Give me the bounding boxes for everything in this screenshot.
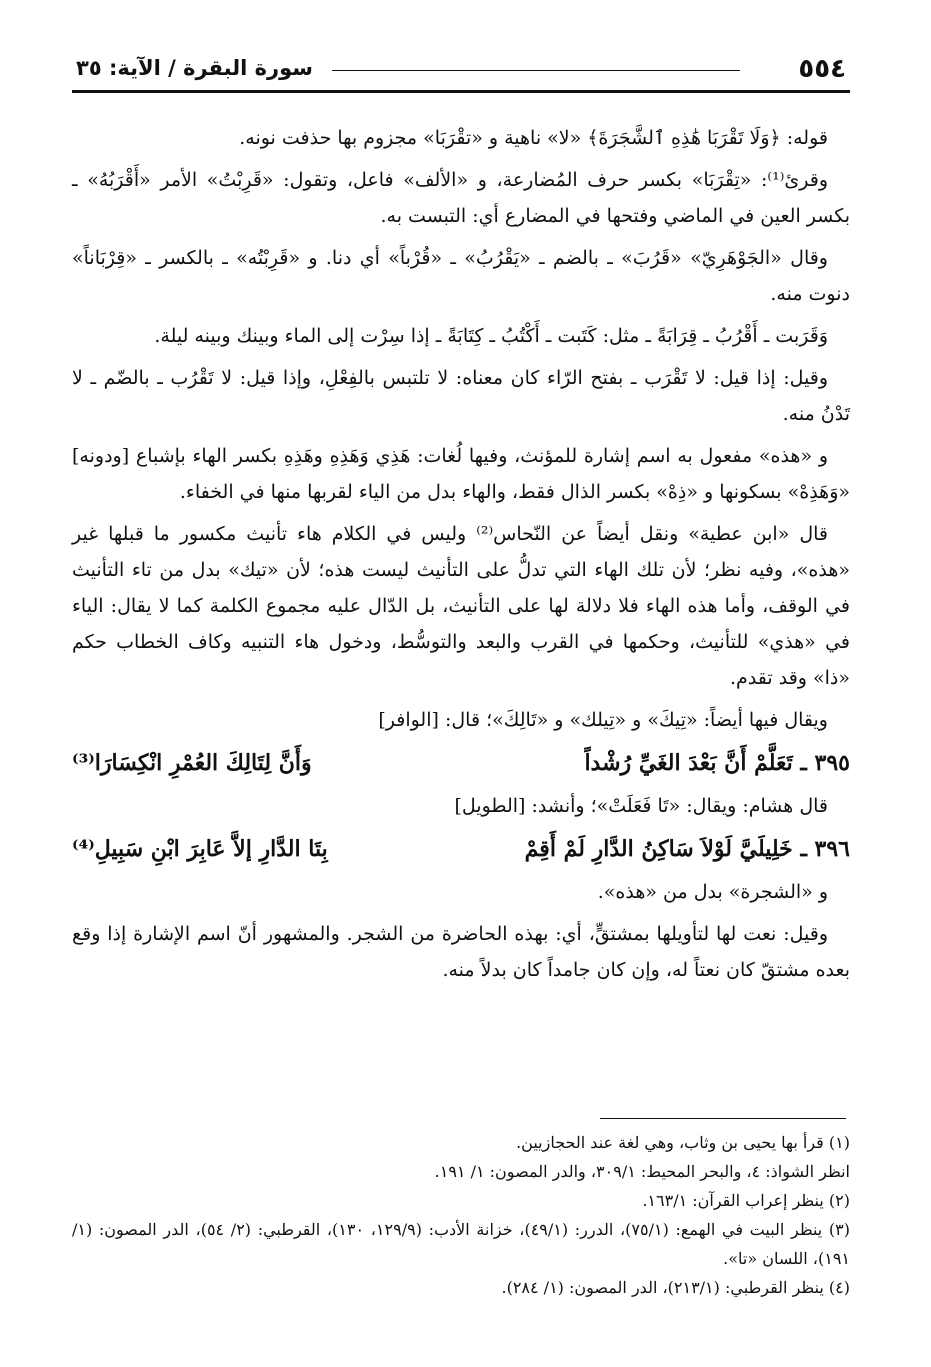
verse-second-hemistich: وَأَنَّ لِتَالِكَ العُمْرِ انْكِسَارَا⁽³⁾ xyxy=(72,750,312,776)
verse-first-hemistich: ٣٩٥ ـ تَعَلَّمْ أَنَّ بَعْدَ الغَيِّ رُشْداً xyxy=(584,750,850,776)
paragraph: و «الشجرة» بدل من «هذه». xyxy=(597,881,828,903)
main-text xyxy=(72,120,850,994)
footnote: (١) قرأ بها يحيى بن وثاب، وهي لغة عند الحجازيين. xyxy=(516,1133,850,1152)
poetry-verse xyxy=(72,744,850,782)
verse-first-hemistich: ٣٩٦ ـ خَلِيلَيَّ لَوْلاَ سَاكِنُ الدَّارِ لَمْ أَقِمْ xyxy=(524,836,850,862)
paragraph: وقال «الجَوْهَرِيّ» «قَرُبَ» ـ بالضم ـ «يَقْرُبُ» ـ «قُرْباً» أي دنا. و «قَرِبْتُه» ـ بالكسر ـ «قِرْبَاناً» دنوت منه. xyxy=(72,247,850,305)
paragraph: وقرئ⁽¹⁾: «تِقْرَبَا» بكسر حرف المُضارعة، و «الألف» فاعل، وتقول: «قَرِبْتُ» الأمر «أَقْرَبُهُ» ـ بكسر العين في الماضي وفتحها في المضارع أي: التبست به. xyxy=(72,169,850,227)
paragraph: ويقال فيها أيضاً: «تِيكَ» و «تِيلك» و «تَالِكَ»؛ قال: [الوافر] xyxy=(378,709,828,731)
footnote-continuation: انظر الشواذ: ٤، والبحر المحيط: ٣٠٩/١، والدر المصون: ١/ ١٩١. xyxy=(434,1162,850,1181)
paragraph: قال هشام: ويقال: «تَا فَعَلَتْ»؛ وأنشد: [الطويل] xyxy=(454,795,828,817)
paragraph: قال «ابن عطية» ونقل أيضاً عن النّحاس⁽²⁾ وليس في الكلام هاء تأنيث مكسور ما قبلها غير «هذه»، وفيه نظر؛ لأن تلك الهاء التي تدلُّ على التأنيث ليست هذه؛ لأن «تيك» بدل من تاء التأنيث في الوقف، وأما هذه الهاء فلا دلالة لها على التأنيث، بل الدّال عليه مجموع الكلمة كما لا يقال: الياء في «هذي» للتأنيث، وحكمها في القرب والبعد والتوسُّط، ودخول هاء التنبيه وكاف الخطاب حكم «ذا» وقد تقدم. xyxy=(72,523,850,689)
paragraph: قوله: ﴿وَلَا تَقْرَبَا هَٰذِهِ ٱلشَّجَرَةَ﴾ «لا» ناهية و «تقْرَبَا» مجزوم بها حذفت نونه. xyxy=(239,127,828,149)
paragraph: و «هذه» مفعول به اسم إشارة للمؤنث، وفيها لُغات: هَذِي وَهَذِهِ وهَذِهِ بكسر الهاء بإشباع [ودونه] «وَهَذِهْ» بسكونها و «ذِهْ» بكسر الذال فقط، والهاء بدل من الياء لقربها منها في الخفاء. xyxy=(72,445,850,503)
verse-second-hemistich: بِتَا الدَّارِ إلاَّ عَابِرَ ابْنِ سَبِيلِ⁽⁴⁾ xyxy=(72,836,328,862)
footnote: (٤) ينظر القرطبي: (٢١٣/١)، الدر المصون: (١/ ٢٨٤). xyxy=(501,1278,850,1297)
running-title: سورة البقرة / الآية: ٣٥ xyxy=(76,56,313,80)
paragraph: وقيل: إذا قيل: لا تَقْرَب ـ بفتح الرّاء كان معناه: لا تلتبس بالفِعْلِ، وإذا قيل: لا تَقْرُب ـ بالضّم ـ لا تَدْنُ منه. xyxy=(72,367,850,425)
page-number: ٥٥٤ xyxy=(798,54,846,84)
header-rule xyxy=(332,70,740,71)
paragraph: وَقَرَبت ـ أَقْرُبُ ـ قِرَابَةً ـ مثل: كَتَبت ـ أَكْتُبُ ـ كِتَابَةً ـ إذا سِرْت إلى الماء وبينك وبينه ليلة. xyxy=(154,325,828,347)
footnote-rule xyxy=(600,1118,846,1119)
poetry-verse xyxy=(72,830,850,868)
page-header xyxy=(72,48,850,93)
paragraph: وقيل: نعت لها لتأويلها بمشتقٍّ، أي: بهذه الحاضرة من الشجر. والمشهور أنّ اسم الإشارة إذا وقع بعده مشتقّ كان نعتاً له، وإن كان جامداً كان بدلاً منه. xyxy=(72,923,850,981)
footnote: (٢) ينظر إعراب القرآن: ١٦٣/١. xyxy=(642,1191,850,1210)
footnotes xyxy=(72,1128,850,1302)
footnote: (٣) ينظر البيت في الهمع: (٧٥/١)، الدرر: (٤٩/١)، خزانة الأدب: (١٢٩/٩، ١٣٠)، القرطبي: (٢/ ٥٤)، الدر المصون: (١/ ١٩١)، اللسان «تا». xyxy=(72,1220,851,1268)
